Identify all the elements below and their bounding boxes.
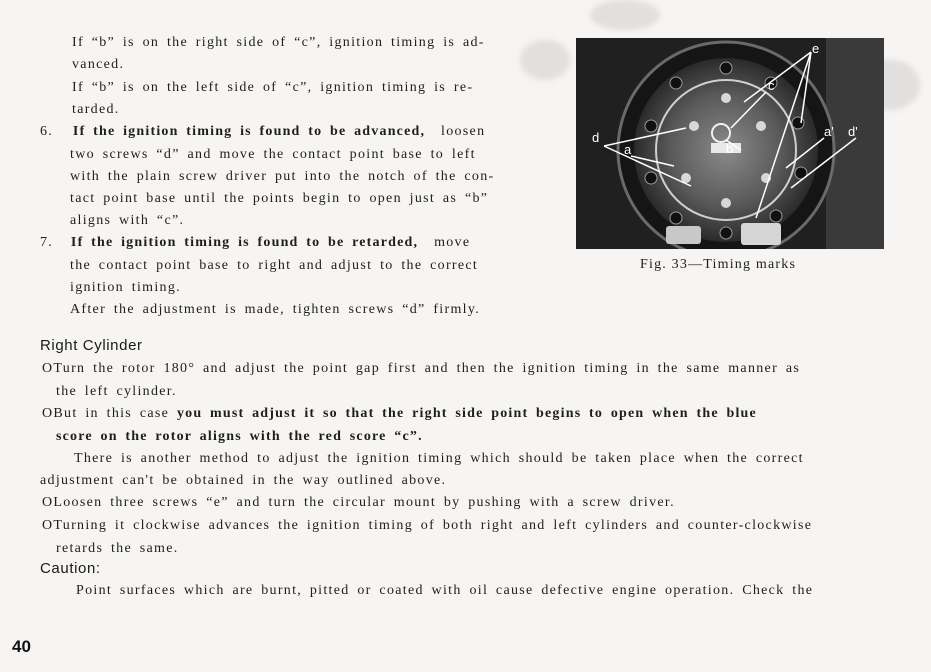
- text-line: Point surfaces which are burnt, pitted or coated with oil cause defective engine operation. Check the: [76, 583, 814, 598]
- caution-heading: Caution:: [40, 560, 101, 577]
- text-line: [42, 405, 757, 423]
- stain: [590, 0, 660, 30]
- figure-caption: Fig. 33—Timing marks: [640, 257, 797, 272]
- text-line: retards the same.: [56, 541, 179, 556]
- step-6-rest: loosen: [441, 124, 486, 139]
- text-line: OLoosen three screws “e” and turn the circular mount by pushing with a screw driver.: [42, 495, 675, 510]
- label-d: d: [592, 130, 600, 145]
- text-line: aligns with “c”.: [70, 213, 185, 228]
- section-heading: Right Cylinder: [40, 337, 143, 354]
- step-7-heading: If the ignition timing is found to be retarded,: [70, 235, 419, 250]
- timing-marks-illustration: [576, 38, 884, 249]
- step-7-line: [40, 234, 470, 252]
- step-6-line: [40, 123, 485, 141]
- step-number: 7.: [40, 235, 54, 250]
- step-number: 6.: [40, 124, 54, 139]
- label-e: e: [812, 41, 820, 56]
- bullet-lead: OBut in this case: [42, 406, 177, 421]
- label-c: c: [768, 78, 775, 93]
- text-line: If “b” is on the right side of “c”, ignition timing is ad-: [72, 35, 485, 50]
- text-line: If “b” is on the left side of “c”, ignition timing is re-: [72, 80, 474, 95]
- text-line: tarded.: [72, 102, 120, 117]
- text-line: the contact point base to right and adjust to the correct: [70, 258, 479, 273]
- text-line: ignition timing.: [70, 280, 181, 295]
- text-line: OTurning it clockwise advances the ignition timing of both right and left cylinders and counter-clockwise: [42, 518, 813, 533]
- emphasis-text: score on the rotor aligns with the red score “c”.: [56, 429, 423, 444]
- label-b: b: [726, 141, 734, 156]
- label-a-prime: a': [824, 124, 834, 139]
- text-line: After the adjustment is made, tighten screws “d” firmly.: [70, 302, 481, 317]
- stain: [520, 40, 570, 80]
- text-line: OTurn the rotor 180° and adjust the point gap first and then the ignition timing in the same manner as: [42, 361, 801, 376]
- emphasis-text: you must adjust it so that the right side point begins to open when the blue: [176, 406, 757, 421]
- text-line: the left cylinder.: [56, 384, 177, 399]
- text-line: with the plain screw driver put into the notch of the con-: [70, 169, 495, 184]
- label-a: a: [624, 142, 632, 157]
- text-line: tact point base until the points begin to open just as “b”: [70, 191, 489, 206]
- step-6-heading: If the ignition timing is found to be advanced,: [72, 124, 426, 139]
- text-line: vanced.: [72, 57, 125, 72]
- timing-marks-photo: [576, 38, 884, 249]
- text-line: There is another method to adjust the ignition timing which should be taken place when the correct: [74, 451, 804, 466]
- page-number: 40: [12, 637, 31, 656]
- text-line: adjustment can't be obtained in the way outlined above.: [40, 473, 447, 488]
- text-line: two screws “d” and move the contact point base to left: [70, 147, 476, 162]
- step-7-rest: move: [434, 235, 471, 250]
- label-d-prime: d': [848, 124, 858, 139]
